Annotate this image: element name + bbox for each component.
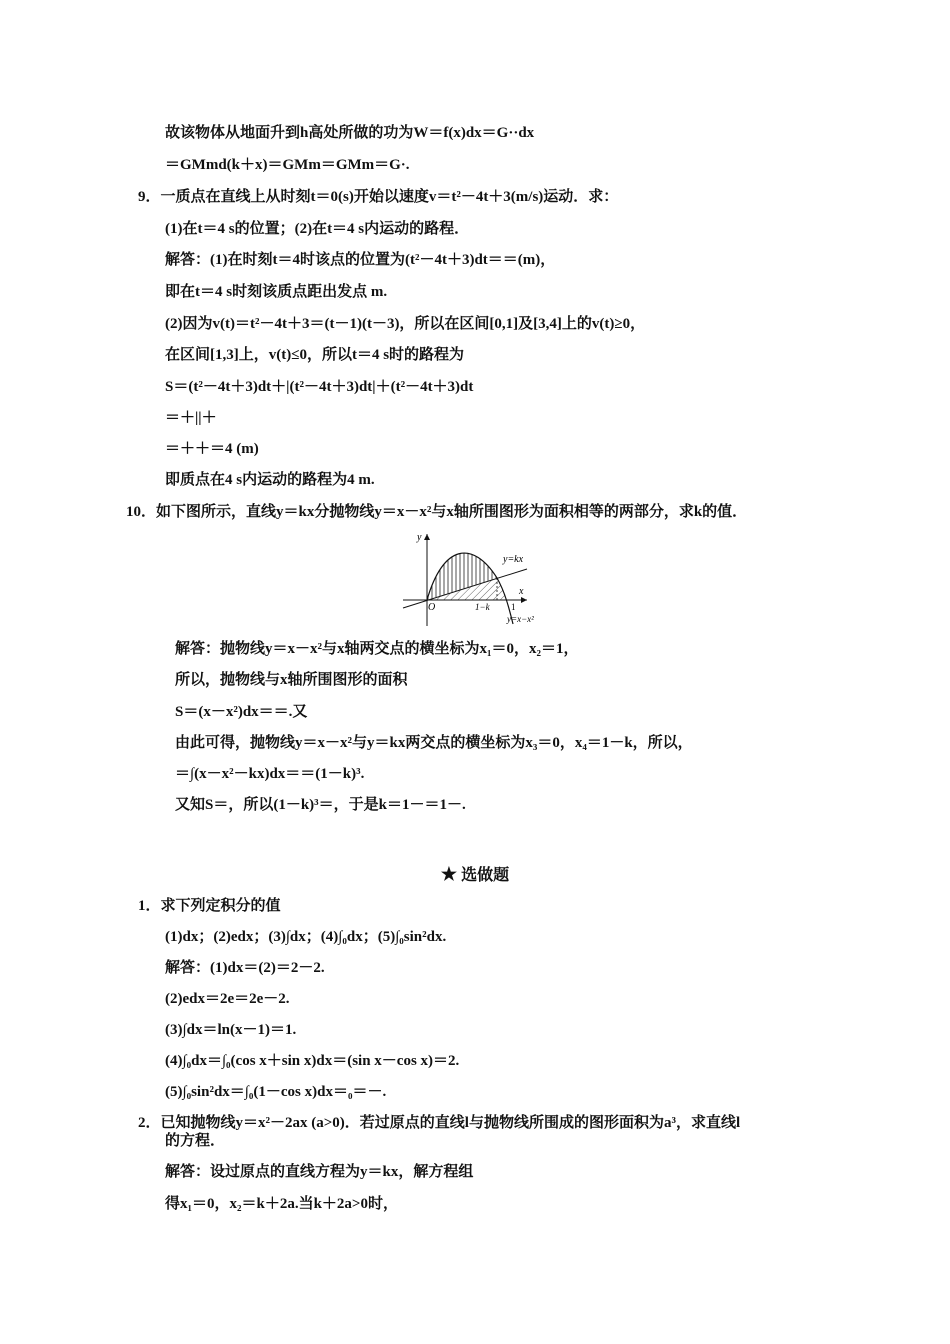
opt-q1-answer-line: (5)∫₀sin²dx＝∫₀(1－cos x)dx＝₀＝－. — [165, 1084, 387, 1100]
y-axis-arrow — [424, 534, 430, 540]
q10-answer-line: 由此可得，抛物线y＝x－x²与y＝kx两交点的横坐标为x₃＝0，x₄＝1－k，所以， — [175, 735, 693, 751]
opt-q2-answer-line: 解答：设过原点的直线方程为y＝kx，解方程组 — [165, 1164, 474, 1180]
q9-answer-line: ＝＋||＋ — [165, 410, 217, 426]
q9-answer-line: (2)因为v(t)＝t²－4t＋3＝(t－1)(t－3)，所以在区间[0,1]及[3,4]上的v(t)≥0， — [165, 316, 646, 332]
x-axis-arrow — [521, 597, 527, 603]
work-formula-line: 故该物体从地面升到h高处所做的功为W＝f(x)dx＝G··dx — [165, 125, 535, 141]
tick-label-1-minus-k: 1−k — [475, 602, 490, 612]
q9-answer-line: 即在t＝4 s时刻该质点距出发点 m. — [165, 284, 388, 300]
q10-answer-line: 又知S＝，所以(1－k)³＝，于是k＝1－＝1－. — [175, 797, 466, 813]
origin-label: O — [428, 602, 436, 613]
opt-q1-answer-line: (3)∫dx＝ln(x－1)＝1. — [165, 1022, 297, 1038]
opt-q2-answer-line: 得x₁＝0，x₂＝k＋2a.当k＋2a>0时， — [165, 1196, 398, 1212]
q10-answer-line: 所以，抛物线与x轴所围图形的面积 — [175, 672, 408, 688]
line-label: y=kx — [503, 554, 524, 565]
opt-q1-parts: (1)dx；(2)edx；(3)∫dx；(4)∫₀dx；(5)∫₀sin²dx. — [165, 929, 447, 945]
opt-q1-answer-line: (4)∫₀dx＝∫₀(cos x＋sin x)dx＝(sin x－cos x)＝2. — [165, 1053, 460, 1069]
q10-answer-line: ＝∫(x－x²－kx)dx＝＝(1－k)³. — [175, 766, 365, 782]
star-icon: ★ — [440, 864, 458, 884]
q9-answer-line: 解答：(1)在时刻t＝4时该点的位置为(t²－4t＋3)dt＝＝(m)， — [165, 252, 556, 268]
work-result-line: ＝GMmd(k＋x)＝GMm＝GMm＝G·. — [165, 157, 410, 173]
parabola-label: y=x−x² — [507, 614, 534, 624]
q9-stem: 9．一质点在直线上从时刻t＝0(s)开始以速度v＝t²－4t＋3(m/s)运动．求： — [138, 189, 619, 205]
opt-q1-answer-line: (2)edx＝2e＝2e－2. — [165, 991, 290, 1007]
q9-answer-line: 在区间[1,3]上，v(t)≤0，所以t＝4 s时的路程为 — [165, 347, 465, 363]
parabola-area-figure — [395, 528, 560, 628]
q9-answer-line: ＝＋＋＝4 (m) — [165, 441, 259, 457]
tick-label-1: 1 — [511, 602, 516, 612]
q10-answer-line: 解答：抛物线y＝x－x²与x轴两交点的横坐标为x₁＝0，x₂＝1， — [175, 641, 579, 657]
x-axis-label: x — [519, 586, 524, 597]
opt-q1-answer-line: 解答：(1)dx＝(2)＝2－2. — [165, 960, 325, 976]
q9-answer-line: S＝(t²－4t＋3)dt＋|(t²－4t＋3)dt|＋(t²－4t＋3)dt — [165, 379, 474, 395]
opt-q2-stem: 2．已知抛物线y＝x²－2ax (a>0)．若过原点的直线l与抛物线所围成的图形面积为a³，求直线l — [138, 1115, 741, 1131]
y-axis-label: y — [417, 532, 422, 543]
opt-q1-stem: 1．求下列定积分的值 — [138, 898, 281, 914]
optional-heading-text: 选做题 — [461, 867, 510, 884]
opt-q2-stem-cont: 的方程． — [165, 1133, 226, 1149]
q9-subquestions: (1)在t＝4 s的位置；(2)在t＝4 s内运动的路程． — [165, 221, 470, 237]
q10-answer-line: S＝(x－x²)dx＝＝.又 — [175, 704, 308, 720]
q9-answer-line: 即质点在4 s内运动的路程为4 m. — [165, 472, 375, 488]
optional-section-heading — [0, 862, 950, 885]
q10-stem: 10．如下图所示，直线y＝kx分抛物线y＝x－x²与x轴所围图形为面积相等的两部分，求k的值． — [126, 504, 748, 520]
